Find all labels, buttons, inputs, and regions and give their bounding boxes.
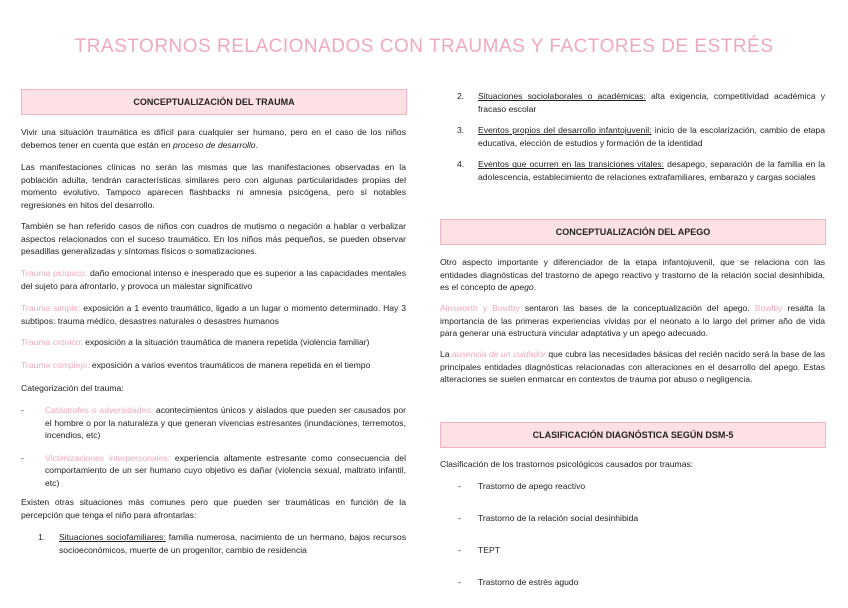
paragraph-mutismo: También se han referido casos de niños con cuadros de mutismo o negación a hablar o verbalizar aspectos relacionados con el suceso traumático. En los niños más pequeños, se pueden observar pesadillas generalizadas y síntomas físicos o somatizaciones. [21, 221, 406, 257]
paragraph-otras-situaciones: Existen otras situaciones más comunes pero que pueden ser traumáticas en función de la percepción que tenga el niño para afrontarlas: [21, 497, 406, 520]
section-header-trauma: CONCEPTUALIZACIÓN DEL TRAUMA [21, 89, 407, 115]
list-item: - TEPT [458, 545, 500, 555]
list-item: - Trastorno de estrés agudo [458, 577, 579, 587]
list-item: - Catástrofes o adversidades: acontecimientos únicos y aislados que pueden ser causados por el hombre o por la naturaleza y que generan vivencias estresantes (inundaciones, terremotos, incendios, etc) [21, 405, 406, 441]
definition-trauma-simple: Trauma simple: exposición a 1 evento traumático, ligado a un lugar o momento determinado. Hay 3 subtipos: trauma médico, desastres naturales o desastres humanos [21, 303, 406, 326]
categorization-list [21, 404, 406, 500]
section-header-apego: CONCEPTUALIZACIÓN DEL APEGO [440, 219, 826, 245]
situations-list [21, 531, 406, 566]
list-item: - Trastorno de la relación social desinhibida [458, 513, 639, 523]
list-item: - Trastorno de apego reactivo [458, 481, 586, 491]
list-item: 1. Situaciones sociofamiliares: familia numerosa, nacimiento de un hermano, bajos recursos socioeconómicos, muerte de un progenitor, cambio de residencia [38, 532, 406, 555]
definition-trauma-cronico: Trauma crónico: exposición a la situación traumática de manera repetida (violencia familiar) [21, 337, 370, 347]
paragraph-ausencia-cuidador: La ausencia de un cuidador que cubra las necesidades básicas del recién nacido será la base de las principales entidades diagnósticas relacionadas con alteraciones en el desarrollo del apego. Estas alteraciones se suelen enmarcar en contextos de trauma por abuso o negligencia. [440, 349, 825, 385]
paragraph-manifestaciones: Las manifestaciones clínicas no serán las mismas que las manifestaciones observadas en la población adulta, tendrán características similares pero con algunas particularidades propias del momento evolutivo. Tampoco aparecen flashbacks ni amnesia psicógena, pero sí notables regresiones en hitos del desarrollo. [21, 162, 406, 210]
section-header-dsm5: CLASIFICACIÓN DIAGNÓSTICA SEGÚN DSM-5 [440, 422, 826, 448]
categorization-title: Categorización del trauma: [21, 383, 124, 393]
list-item: 4. Eventos que ocurren en las transiciones vitales: desapego, separación de la familia en la adolescencia, establecimiento de relaciones extrafamiliares, embarazo y cargas sociales [457, 159, 825, 182]
list-item: 3. Eventos propios del desarrollo infantojuvenil: inicio de la escolarización, cambio de etapa educativa, elección de estudios y formación de la identidad [457, 125, 825, 148]
classification-intro: Clasificación de los trastornos psicológicos causados por traumas: [440, 459, 694, 469]
paragraph-intro: Vivir una situación traumática es difícil para cualquier ser humano, pero en el caso de los niños debemos tener en cuenta que están en proceso de desarrollo. [21, 127, 406, 150]
classification-list [440, 480, 825, 608]
paragraph-apego-intro: Otro aspecto importante y diferenciador de la etapa infantojuvenil, que se relaciona con las entidades diagnósticas del trastorno de apego reactivo y trastorno de la relación social desinhibida, es el concepto de apego. [440, 257, 825, 293]
list-item: 2. Situaciones sociolaborales o académicas: alta exigencia, competitividad académica y fracaso escolar [457, 91, 826, 114]
page-title: TRASTORNOS RELACIONADOS CON TRAUMAS Y FACTORES DE ESTRÉS [74, 36, 774, 57]
definition-trauma-psiquico: Trauma psíquico: daño emocional intenso e inesperado que es superior a las capacidades mentales del sujeto para afrontarlo, y provoca un malestar significativo [21, 268, 406, 291]
paragraph-ainsworth-bowlby: Ainsworth y Bowlby sentaron las bases de la conceptualización del apego. Bowlby resalta la importancia de las primeras experiencias vividas por el neonato a lo largo del primer año de vida para generar una estructura vincular adaptativa y un apego adecuado. [440, 303, 825, 339]
list-item: - Victimizaciones interpersonales: experiencia altamente estresante como consecuencia del comportamiento de un ser humano cuyo objetivo es dañar (violencia sexual, maltrato infantil, etc) [21, 452, 406, 488]
situations-list-continued [440, 90, 825, 194]
definition-trauma-complejo: Trauma complejo: exposición a varios eventos traumáticos de manera repetida en el tiempo [21, 360, 371, 370]
